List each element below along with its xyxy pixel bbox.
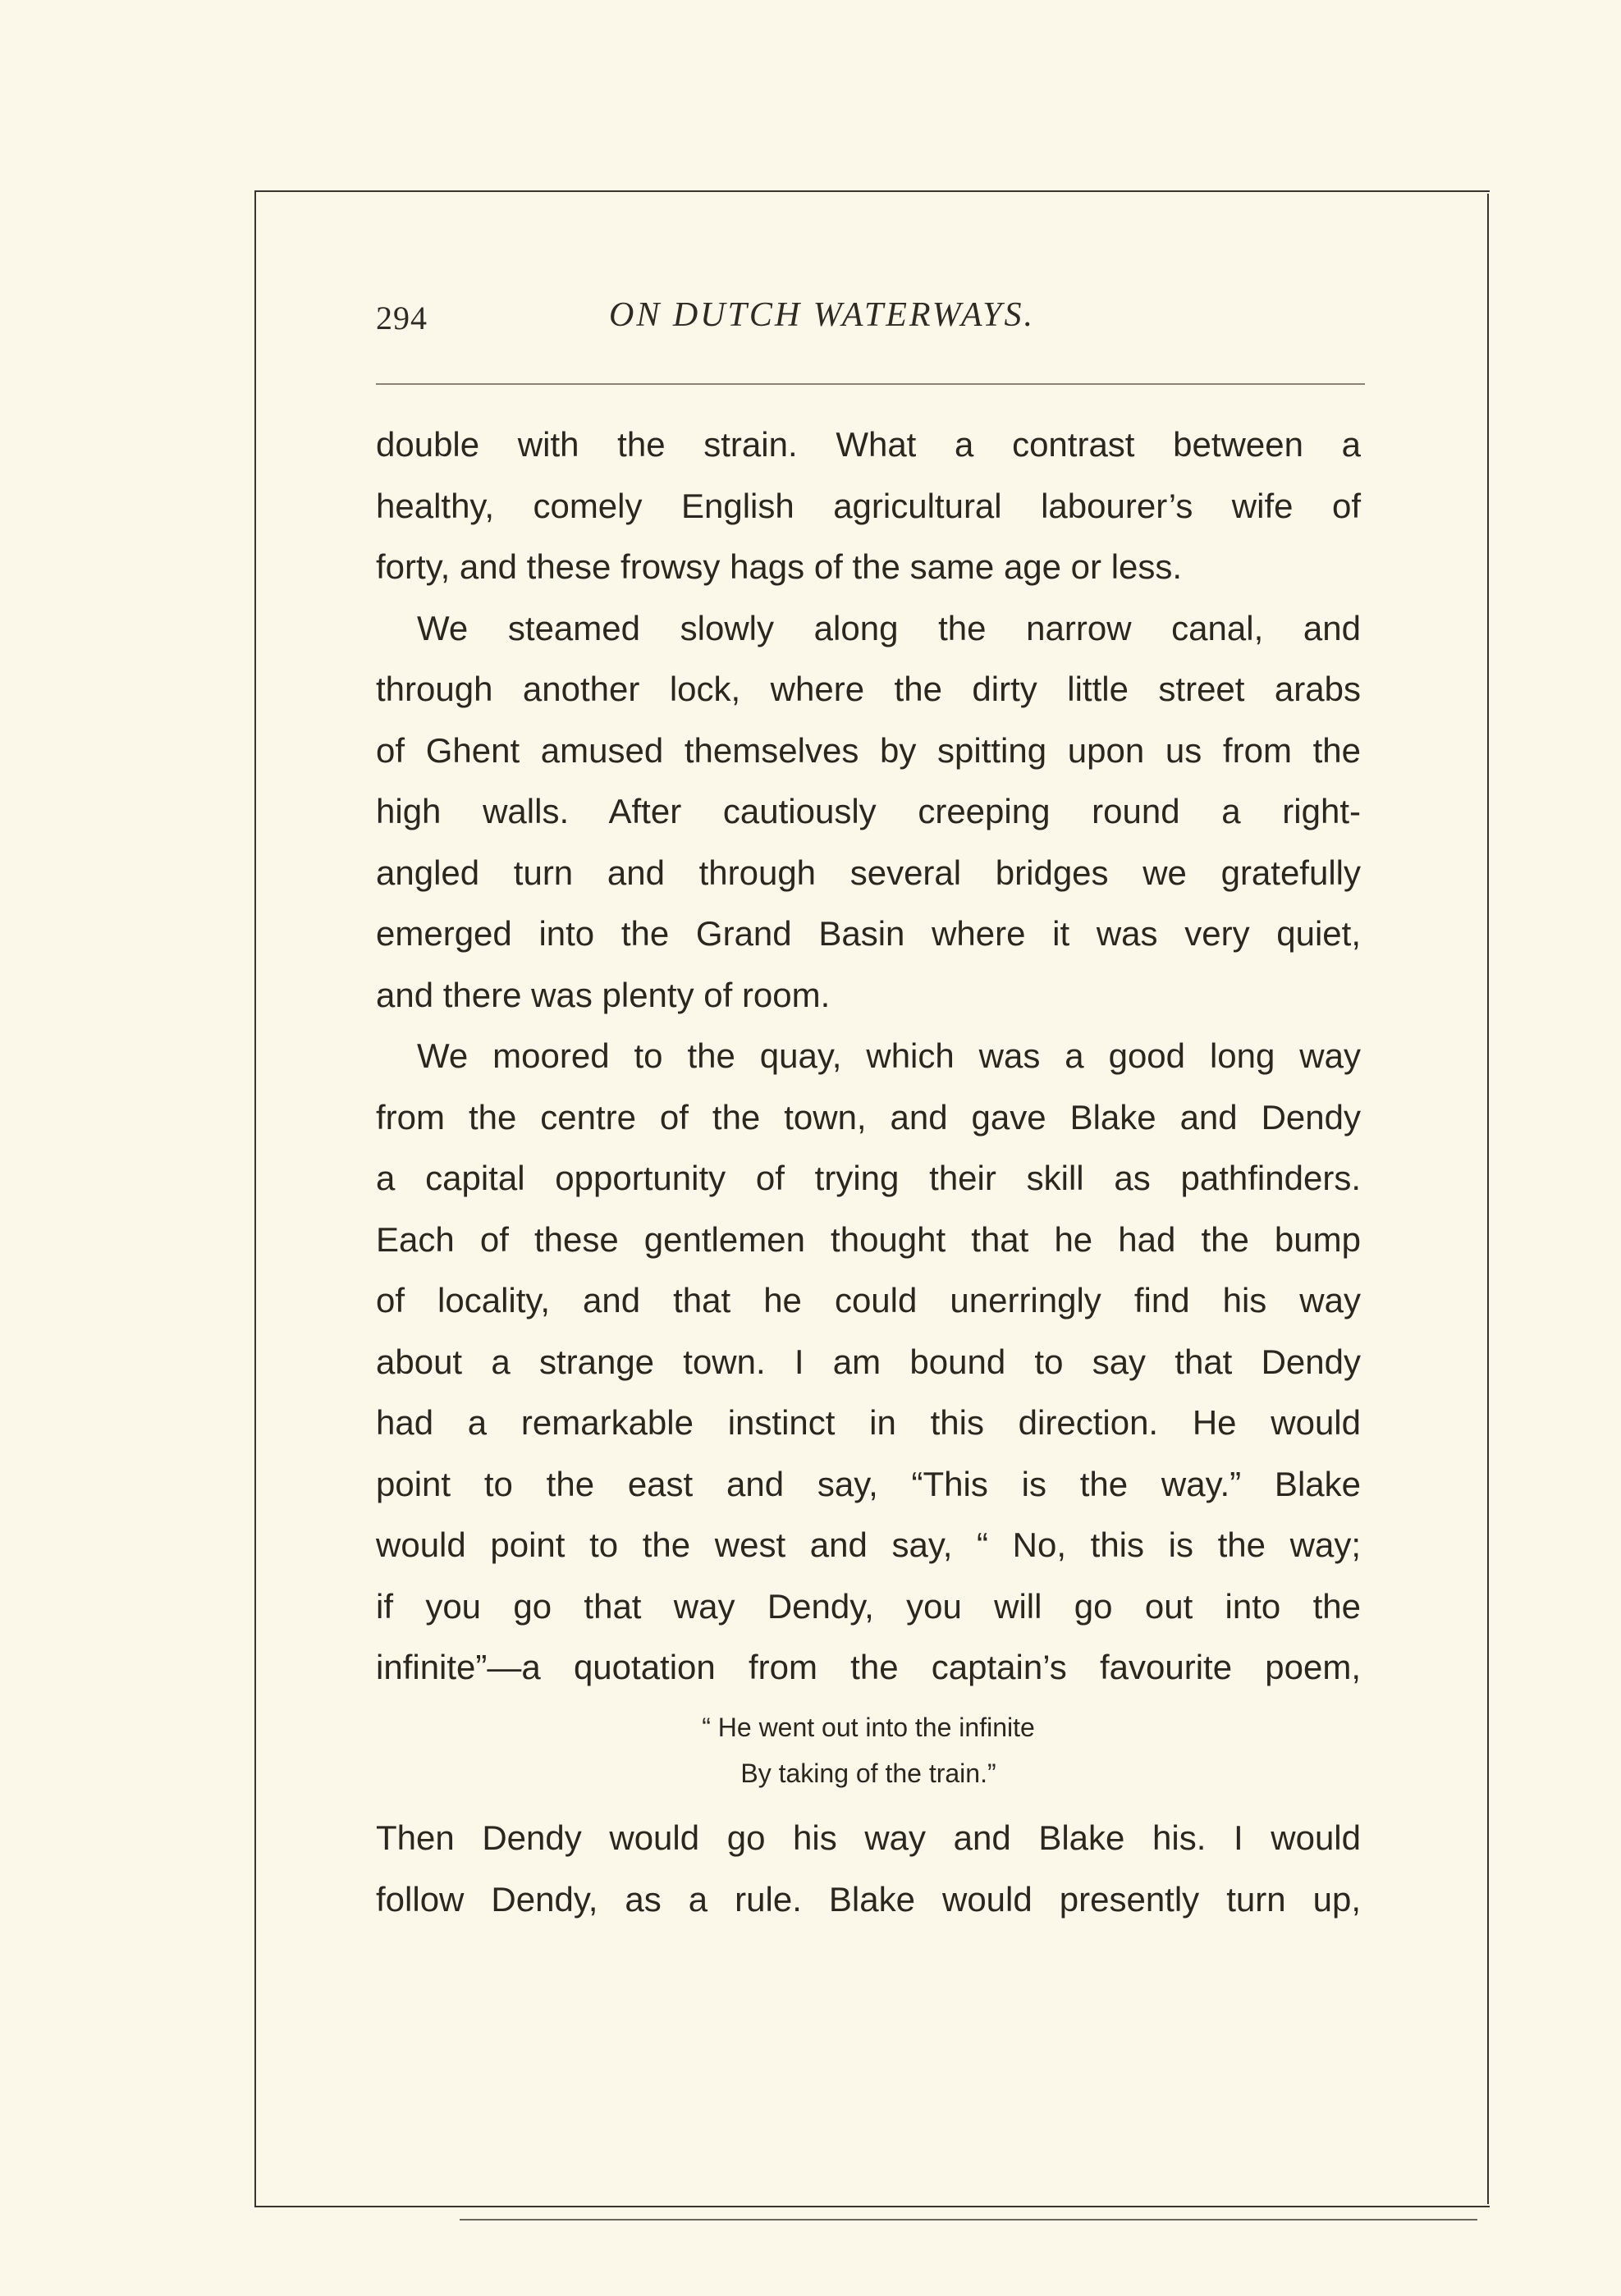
text-line: angled turn and through several bridges we gratefully — [376, 853, 1361, 892]
page-border-right — [1487, 194, 1489, 2204]
page-border-top — [254, 190, 1490, 192]
text-line: forty, and these frowsy hags of the same age or less. — [376, 547, 1183, 586]
continued-paragraph — [376, 1808, 1361, 1930]
text-line: We steamed slowly along the narrow canal, and — [417, 608, 1361, 647]
text-line: would point to the west and say, “ No, this is the way; — [376, 1525, 1361, 1564]
header-rule — [376, 383, 1365, 385]
verse-line: “ He went out into the infinite — [702, 1713, 1035, 1742]
text-line: had a remarkable instinct in this direction. He would — [376, 1403, 1361, 1442]
text-line: of Ghent amused themselves by spitting upon us from the — [376, 730, 1361, 770]
text-line: through another lock, where the dirty little street arabs — [376, 670, 1361, 708]
text-line: Each of these gentlemen thought that he had the bump — [376, 1219, 1361, 1259]
running-title: ON DUTCH WATERWAYS. — [609, 296, 1036, 334]
page-border-bottom — [254, 2206, 1490, 2207]
verse-quotation — [376, 1704, 1361, 1796]
body-text — [376, 414, 1361, 1919]
text-line: if you go that way Dendy, you will go out into the — [376, 1586, 1361, 1626]
page-number: 294 — [376, 300, 428, 336]
text-line: and there was plenty of room. — [376, 975, 831, 1014]
text-line: high walls. After cautiously creeping round a right- — [376, 792, 1361, 830]
text-line: from the centre of the town, and gave Blake and Dendy — [376, 1097, 1361, 1137]
text-line: point to the east and say, “This is the way.” Blake — [376, 1464, 1361, 1503]
text-line: of locality, and that he could unerringly find his way — [376, 1281, 1361, 1320]
text-line: infinite”—a quotation from the captain’s favourite poem, — [376, 1648, 1361, 1686]
text-line: We moored to the quay, which was a good long way — [417, 1036, 1361, 1075]
text-line: follow Dendy, as a rule. Blake would presently turn up, — [376, 1879, 1361, 1919]
text-line: double with the strain. What a contrast between a — [376, 425, 1361, 464]
text-line: emerged into the Grand Basin where it was very quiet, — [376, 914, 1361, 953]
text-line: a capital opportunity of trying their skill as pathfinders. — [376, 1159, 1361, 1197]
page-border-left — [254, 190, 256, 2206]
text-line: Then Dendy would go his way and Blake his. I would — [376, 1818, 1361, 1857]
verse-line: By taking of the train.” — [740, 1759, 996, 1788]
text-line: about a strange town. I am bound to say that Dendy — [376, 1342, 1361, 1381]
text-line: healthy, comely English agricultural labourer’s wife of — [376, 486, 1361, 525]
page-border-bottom-inner — [460, 2219, 1477, 2221]
